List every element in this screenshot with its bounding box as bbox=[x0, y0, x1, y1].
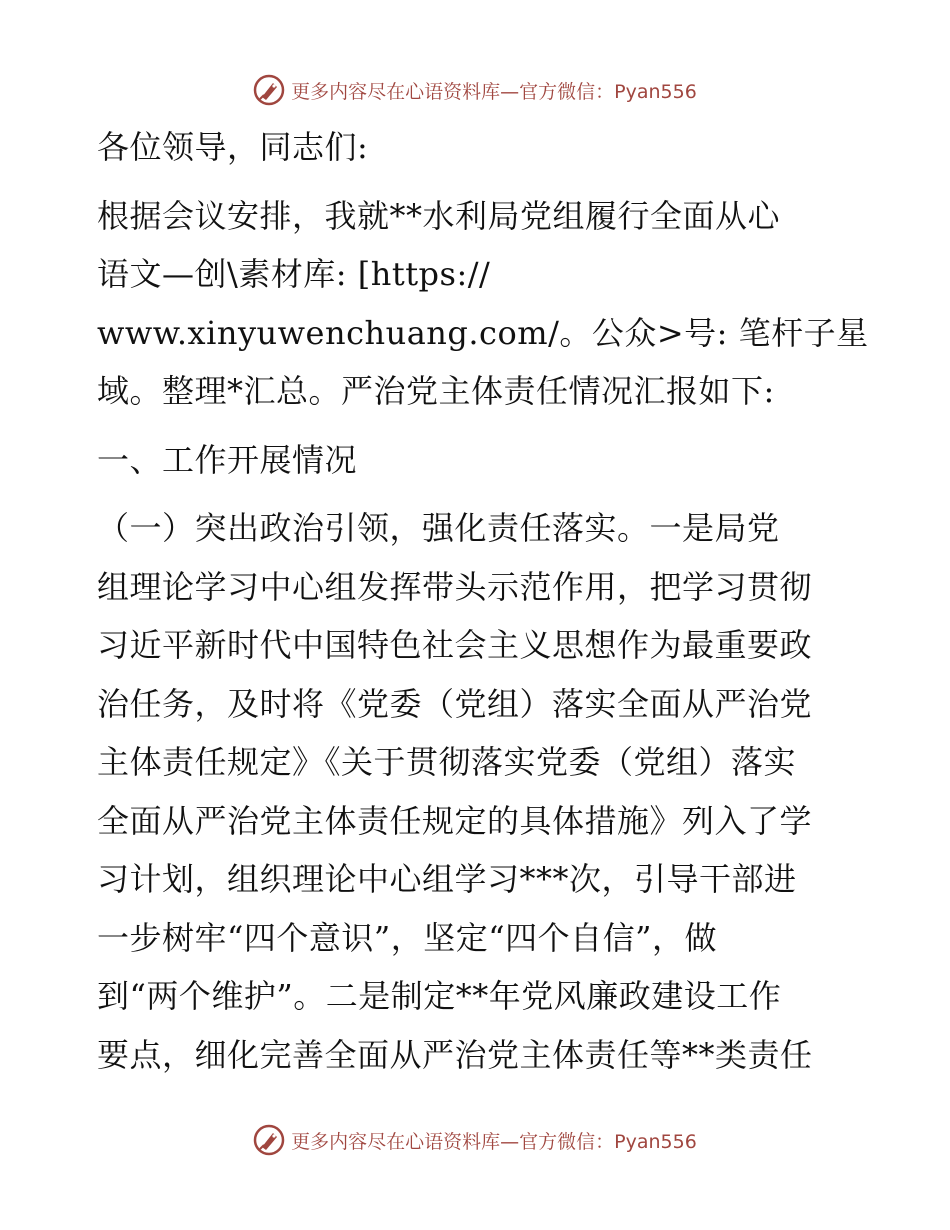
body-line-4: 治任务，及时将《党委（党组）落实全面从严治党 bbox=[97, 684, 813, 723]
document-body bbox=[97, 118, 869, 1084]
section-heading: 一、工作开展情况 bbox=[97, 440, 358, 479]
footer-watermark bbox=[0, 1120, 950, 1160]
header-watermark bbox=[0, 70, 950, 110]
intro-line-2: 语文—创\素材库: [https:// bbox=[97, 255, 491, 293]
watermark-text: 更多内容尽在心语资料库—官方微信：Pyan556 bbox=[291, 80, 697, 103]
salutation: 各位领导，同志们: bbox=[97, 128, 369, 166]
body-line-9: 到“两个维护”。二是制定**年党风廉政建设工作 bbox=[97, 977, 782, 1015]
watermark-text: 更多内容尽在心语资料库—官方微信：Pyan556 bbox=[291, 1130, 697, 1153]
body-line-10: 要点，细化完善全面从严治党主体责任等**类责任 bbox=[97, 1035, 813, 1074]
body-line-8: 一步树牢“四个意识”，坚定“四个自信”，做 bbox=[97, 918, 717, 957]
body-line-7: 习计划，组织理论中心组学习***次，引导干部进 bbox=[97, 860, 797, 898]
intro-line-3: www.xinyuwenchuang.com/。公众>号: 笔杆子星 bbox=[97, 313, 869, 352]
body-line-2: 组理论学习中心组发挥带头示范作用，把学习贯彻 bbox=[97, 567, 813, 606]
intro-line-4: 域。整理*汇总。严治党主体责任情况汇报如下: bbox=[97, 372, 775, 410]
pen-nib-logo-icon bbox=[253, 1124, 285, 1156]
body-line-1: （一）突出政治引领，强化责任落实。一是局党 bbox=[97, 509, 780, 547]
body-line-5: 主体责任规定》《关于贯彻落实党委（党组）落实 bbox=[97, 743, 797, 781]
body-line-6: 全面从严治党主体责任规定的具体措施》列入了学 bbox=[97, 801, 813, 840]
pen-nib-logo-icon bbox=[253, 74, 285, 106]
body-line-3: 习近平新时代中国特色社会主义思想作为最重要政 bbox=[97, 626, 813, 664]
intro-line-1: 根据会议安排，我就**水利局党组履行全面从心 bbox=[97, 196, 781, 235]
